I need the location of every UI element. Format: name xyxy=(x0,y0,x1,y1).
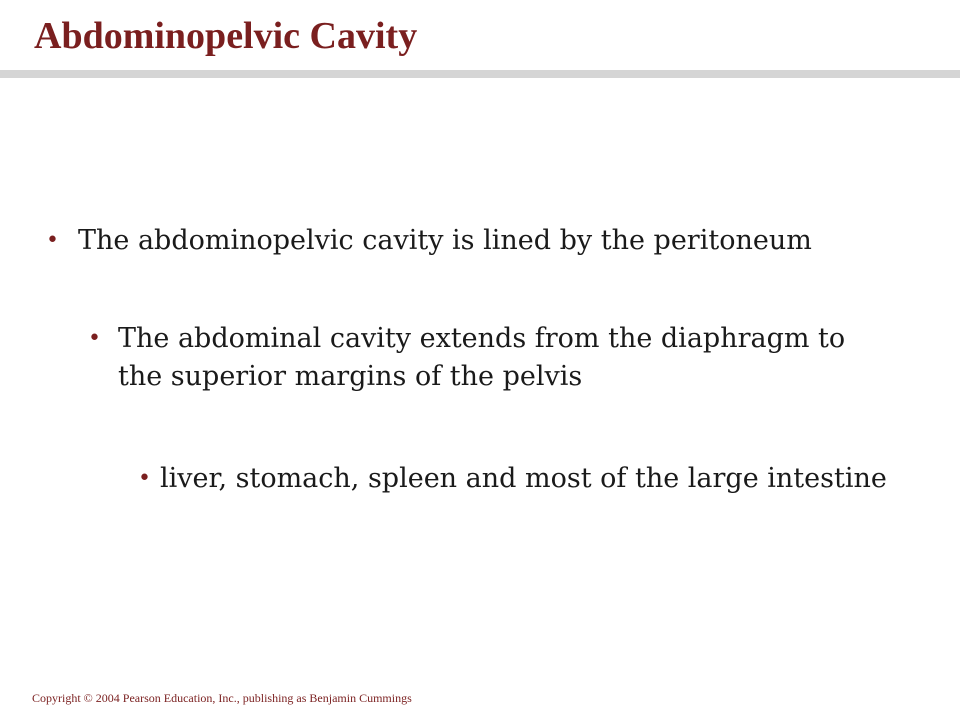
bullet-icon: • xyxy=(138,466,151,491)
slide-title: Abdominopelvic Cavity xyxy=(34,15,418,57)
bullet-text: The abdominopelvic cavity is lined by the peritoneum xyxy=(78,225,812,256)
copyright-footer: Copyright © 2004 Pearson Education, Inc., publishing as Benjamin Cummings xyxy=(32,691,412,705)
bullet-icon: • xyxy=(88,326,101,351)
bullet-item-level-1 xyxy=(46,222,836,260)
title-divider xyxy=(0,70,960,78)
bullet-text: The abdominal cavity extends from the diaphragm to the superior margins of the pelvis xyxy=(118,323,846,392)
bullet-icon: • xyxy=(46,228,59,253)
bullet-item-level-3 xyxy=(138,460,938,498)
bullet-item-level-2 xyxy=(88,320,848,396)
bullet-text: liver, stomach, spleen and most of the large intestine xyxy=(160,463,887,494)
